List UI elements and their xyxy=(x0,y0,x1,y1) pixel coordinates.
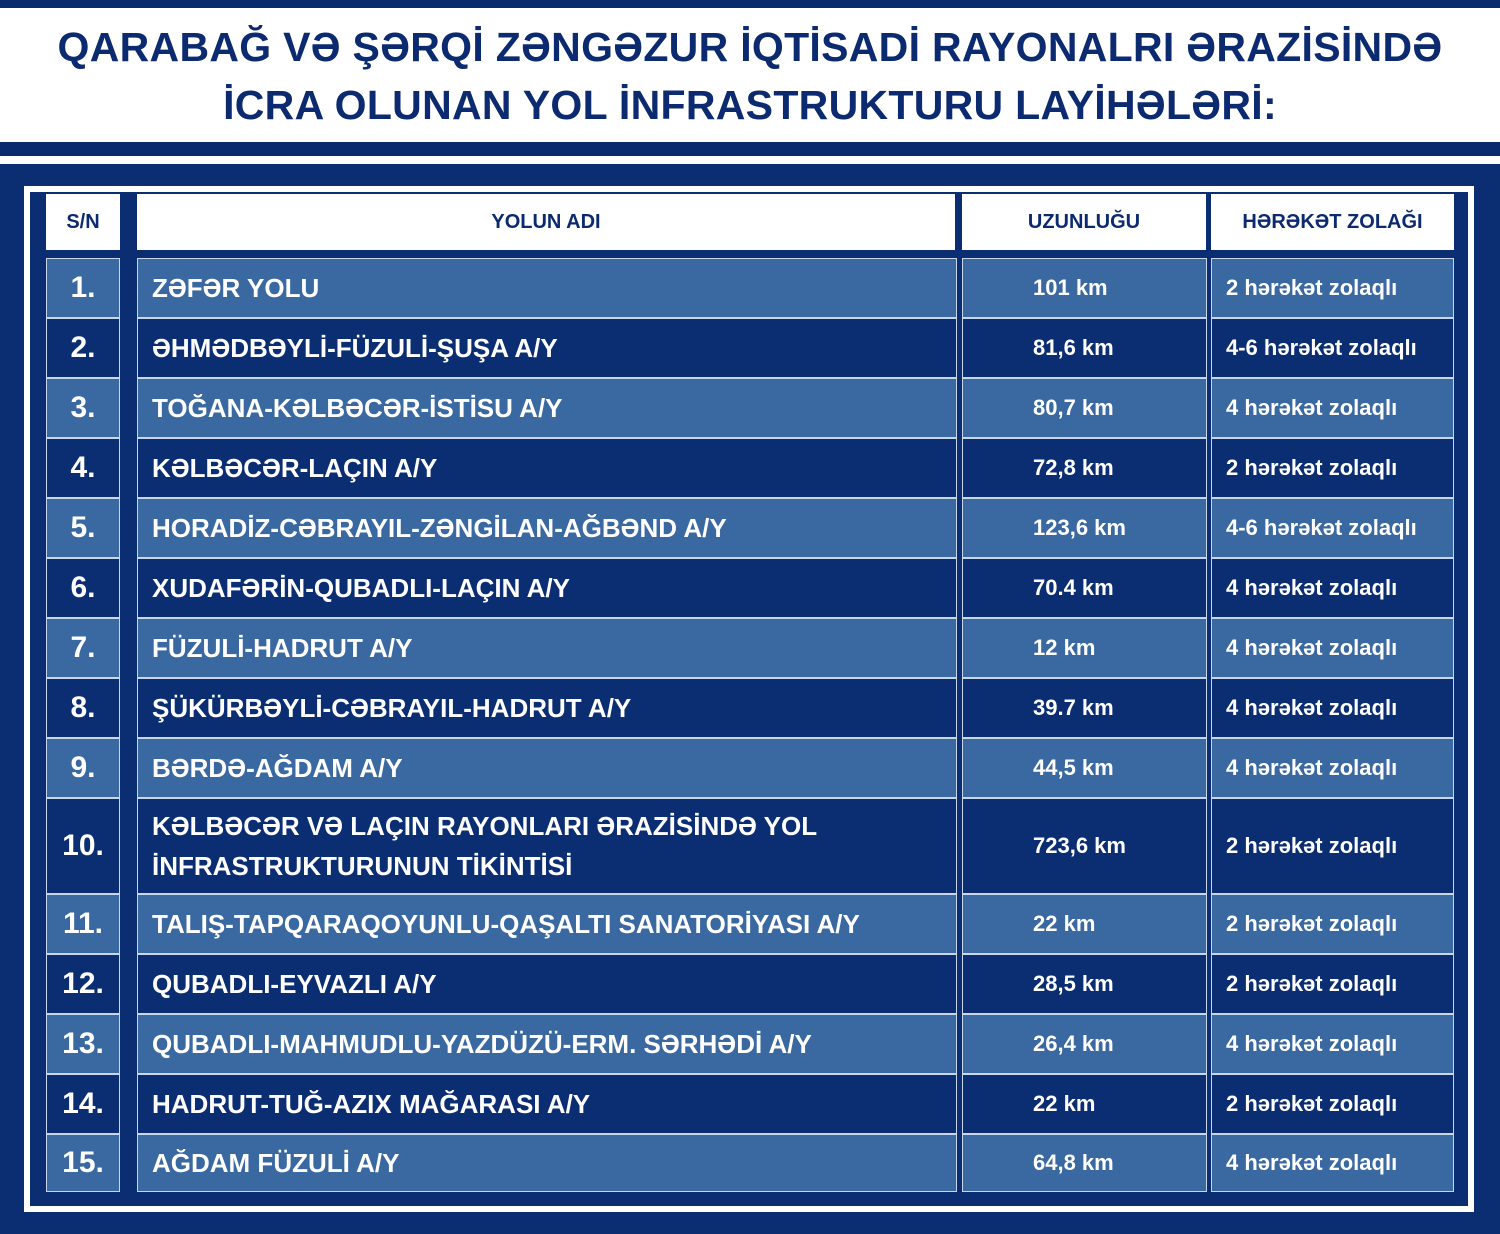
row-lanes: 2 hərəkət zolaqlı xyxy=(1211,1074,1454,1134)
row-sn: 12. xyxy=(46,954,120,1014)
title-line-1: QARABAĞ VƏ ŞƏRQİ ZƏNGƏZUR İQTİSADİ RAYONALRI ƏRAZİSİNDƏ xyxy=(57,24,1443,70)
table-row xyxy=(0,618,1500,678)
row-length: 123,6 km xyxy=(962,498,1207,558)
row-road-name: BƏRDƏ-AĞDAM A/Y xyxy=(137,738,957,798)
row-lanes: 4 hərəkət zolaqlı xyxy=(1211,678,1454,738)
row-length: 70.4 km xyxy=(962,558,1207,618)
row-road-name: AĞDAM FÜZULİ A/Y xyxy=(137,1134,957,1192)
row-road-name: TOĞANA-KƏLBƏCƏR-İSTİSU A/Y xyxy=(137,378,957,438)
row-lanes: 2 hərəkət zolaqlı xyxy=(1211,954,1454,1014)
row-sn: 6. xyxy=(46,558,120,618)
row-road-name: FÜZULİ-HADRUT A/Y xyxy=(137,618,957,678)
row-lanes: 4 hərəkət zolaqlı xyxy=(1211,1134,1454,1192)
row-length: 101 km xyxy=(962,258,1207,318)
row-length: 26,4 km xyxy=(962,1014,1207,1074)
table-row xyxy=(0,678,1500,738)
row-lanes: 4-6 hərəkət zolaqlı xyxy=(1211,318,1454,378)
row-lanes: 2 hərəkət zolaqlı xyxy=(1211,798,1454,894)
header-road-name: YOLUN ADI xyxy=(137,194,955,250)
row-length: 81,6 km xyxy=(962,318,1207,378)
header-length: UZUNLUĞU xyxy=(962,194,1206,250)
row-road-name: QUBADLI-MAHMUDLU-YAZDÜZÜ-ERM. SƏRHƏDİ A/Y xyxy=(137,1014,957,1074)
row-lanes: 4 hərəkət zolaqlı xyxy=(1211,558,1454,618)
row-road-name: ƏHMƏDBƏYLİ-FÜZULİ-ŞUŞA A/Y xyxy=(137,318,957,378)
row-length: 39.7 km xyxy=(962,678,1207,738)
row-road-name: KƏLBƏCƏR VƏ LAÇIN RAYONLARI ƏRAZİSİNDƏ YOL İNFRASTRUKTURUNUN TİKİNTİSİ xyxy=(137,798,957,894)
table-row xyxy=(0,894,1500,954)
row-road-name: ZƏFƏR YOLU xyxy=(137,258,957,318)
row-sn: 2. xyxy=(46,318,120,378)
row-sn: 4. xyxy=(46,438,120,498)
table-row xyxy=(0,954,1500,1014)
row-sn: 9. xyxy=(46,738,120,798)
top-band xyxy=(0,0,1500,8)
table-row xyxy=(0,318,1500,378)
row-sn: 14. xyxy=(46,1074,120,1134)
title-rule xyxy=(0,142,1500,156)
row-sn: 1. xyxy=(46,258,120,318)
row-lanes: 4 hərəkət zolaqlı xyxy=(1211,378,1454,438)
title-line-2: İCRA OLUNAN YOL İNFRASTRUKTURU LAYİHƏLƏRİ: xyxy=(223,82,1277,128)
header-lanes: HƏRƏKƏT ZOLAĞI xyxy=(1211,194,1454,250)
table-row xyxy=(0,798,1500,894)
row-length: 80,7 km xyxy=(962,378,1207,438)
table-row xyxy=(0,1074,1500,1134)
row-sn: 10. xyxy=(46,798,120,894)
row-length: 723,6 km xyxy=(962,798,1207,894)
row-lanes: 4 hərəkət zolaqlı xyxy=(1211,618,1454,678)
row-sn: 13. xyxy=(46,1014,120,1074)
row-length: 44,5 km xyxy=(962,738,1207,798)
table-row xyxy=(0,258,1500,318)
row-length: 22 km xyxy=(962,1074,1207,1134)
row-road-name: ŞÜKÜRBƏYLİ-CƏBRAYIL-HADRUT A/Y xyxy=(137,678,957,738)
page-title xyxy=(0,12,1500,140)
row-lanes: 2 hərəkət zolaqlı xyxy=(1211,438,1454,498)
row-sn: 15. xyxy=(46,1134,120,1192)
row-length: 72,8 km xyxy=(962,438,1207,498)
row-lanes: 4 hərəkət zolaqlı xyxy=(1211,1014,1454,1074)
row-sn: 3. xyxy=(46,378,120,438)
row-road-name: XUDAFƏRİN-QUBADLI-LAÇIN A/Y xyxy=(137,558,957,618)
row-road-name: HADRUT-TUĞ-AZIX MAĞARASI A/Y xyxy=(137,1074,957,1134)
row-length: 12 km xyxy=(962,618,1207,678)
row-road-name: TALIŞ-TAPQARAQOYUNLU-QAŞALTI SANATORİYASI A/Y xyxy=(137,894,957,954)
table-row xyxy=(0,738,1500,798)
row-sn: 7. xyxy=(46,618,120,678)
table-row xyxy=(0,498,1500,558)
row-lanes: 4-6 hərəkət zolaqlı xyxy=(1211,498,1454,558)
row-sn: 11. xyxy=(46,894,120,954)
row-lanes: 4 hərəkət zolaqlı xyxy=(1211,738,1454,798)
row-road-name: QUBADLI-EYVAZLI A/Y xyxy=(137,954,957,1014)
row-length: 28,5 km xyxy=(962,954,1207,1014)
row-length: 64,8 km xyxy=(962,1134,1207,1192)
row-lanes: 2 hərəkət zolaqlı xyxy=(1211,258,1454,318)
row-sn: 5. xyxy=(46,498,120,558)
row-sn: 8. xyxy=(46,678,120,738)
table-row xyxy=(0,438,1500,498)
table-row xyxy=(0,1134,1500,1192)
table-row xyxy=(0,558,1500,618)
row-length: 22 km xyxy=(962,894,1207,954)
row-road-name: KƏLBƏCƏR-LAÇIN A/Y xyxy=(137,438,957,498)
row-road-name: HORADİZ-CƏBRAYIL-ZƏNGİLAN-AĞBƏND A/Y xyxy=(137,498,957,558)
header-sn: S/N xyxy=(46,194,120,250)
table-row xyxy=(0,378,1500,438)
table-row xyxy=(0,1014,1500,1074)
row-lanes: 2 hərəkət zolaqlı xyxy=(1211,894,1454,954)
